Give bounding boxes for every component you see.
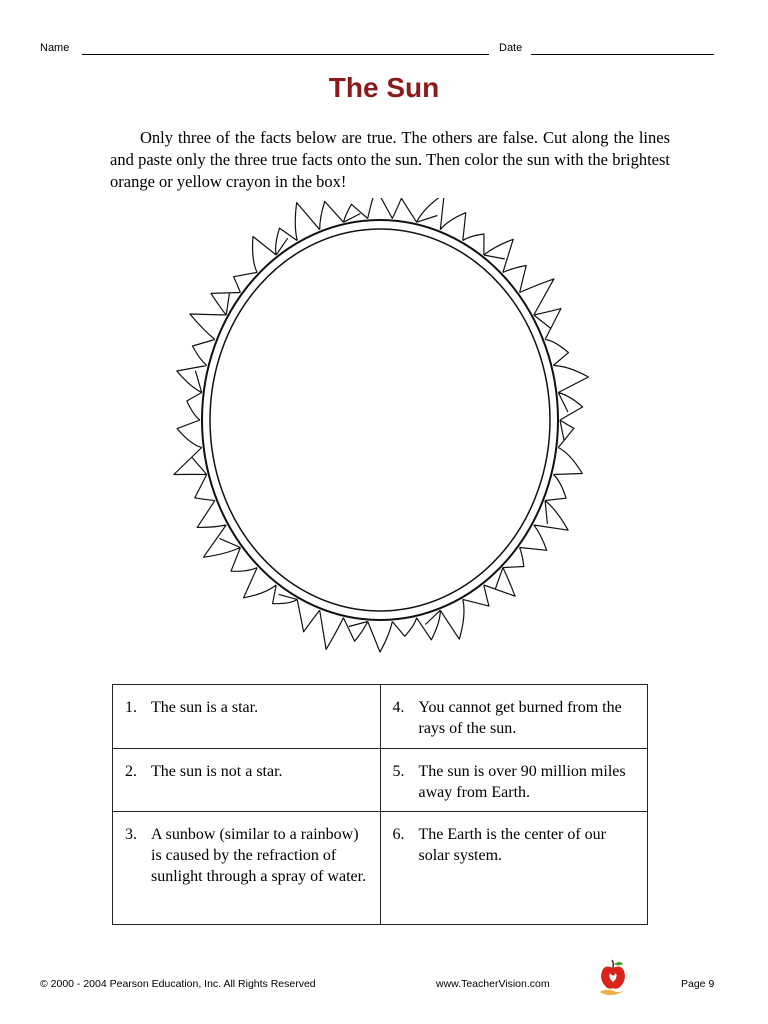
page-header: [40, 40, 720, 60]
fact-text: The sun is over 90 million miles away from Earth.: [418, 763, 626, 801]
fact-text: The sun is a star.: [151, 699, 259, 716]
fact-cell[interactable]: [113, 685, 381, 749]
fact-cell[interactable]: [380, 685, 648, 749]
date-line[interactable]: [531, 54, 714, 55]
sun-outer-ring: [202, 220, 558, 620]
fact-cell[interactable]: [380, 749, 648, 812]
apple-logo-icon: [596, 958, 630, 996]
fact-number: 5.: [392, 763, 405, 780]
fact-text: A sunbow (similar to a rainbow) is caused by the refraction of sunlight through a spray of water.: [151, 826, 367, 885]
sun-drawing: [150, 198, 610, 678]
name-label: Name: [40, 42, 70, 54]
fact-cell[interactable]: [380, 812, 648, 925]
fact-number: 2.: [125, 763, 137, 780]
fact-cell[interactable]: [113, 812, 381, 925]
instructions-paragraph: Only three of the facts below are true. The others are false. Cut along the lines and paste only the three true facts onto the sun. Then color the sun with the brightest orange or yellow crayon in the box!: [110, 128, 670, 191]
date-label: Date: [499, 42, 523, 54]
fact-cell[interactable]: [113, 749, 381, 812]
copyright-text: © 2000 - 2004 Pearson Education, Inc. All Rights Reserved: [40, 978, 316, 990]
sun-flame-path: [174, 198, 589, 652]
sun-flames: [174, 198, 589, 652]
fact-text: The Earth is the center of our solar system.: [418, 826, 606, 864]
fact-number: 6.: [392, 826, 405, 843]
fact-text: You cannot get burned from the rays of the sun.: [418, 699, 622, 737]
fact-text: The sun is not a star.: [151, 763, 283, 780]
name-line[interactable]: [82, 54, 489, 55]
sun-inner-ring: [210, 229, 550, 611]
facts-table: [112, 684, 648, 925]
fact-number: 4.: [392, 699, 405, 716]
website-link[interactable]: www.TeacherVision.com: [436, 978, 550, 990]
page-number: Page 9: [681, 978, 715, 990]
page-title: The Sun: [328, 72, 440, 103]
fact-number: 1.: [125, 699, 137, 716]
fact-number: 3.: [125, 826, 137, 843]
